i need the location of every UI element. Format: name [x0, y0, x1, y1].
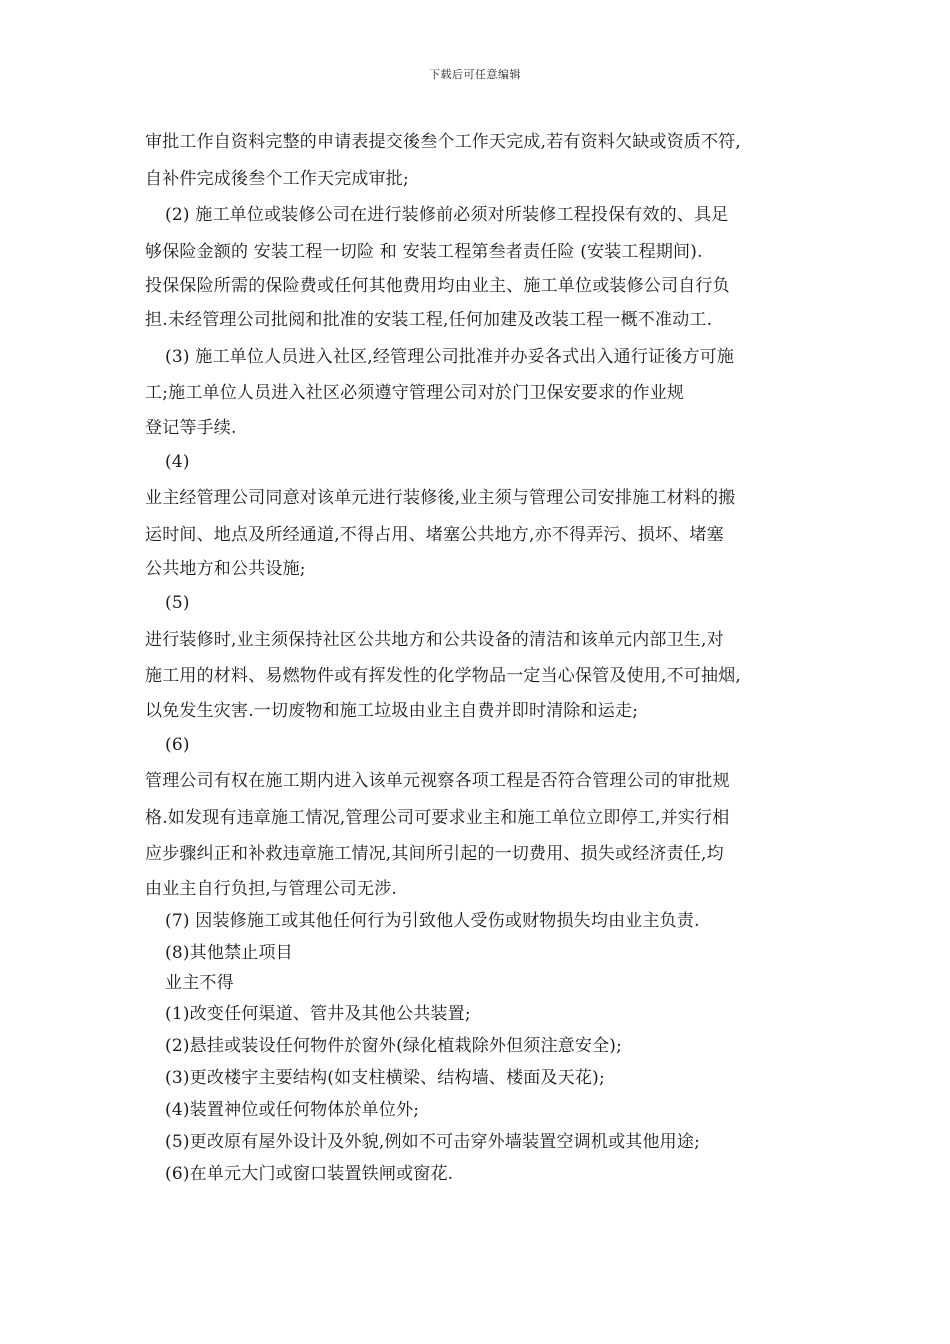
text-line: (4)装置神位或任何物体於单位外; — [165, 1099, 420, 1120]
text-line: (6) — [165, 734, 190, 755]
text-line: 运时间、地点及所经通道,不得占用、堵塞公共地方,亦不得弄污、损坏、堵塞 — [145, 524, 724, 545]
text-line: 够保险金额的 安装工程一切险 和 安装工程第叁者责任险 (安装工程期间). — [145, 241, 703, 262]
text-line: (5)更改原有屋外设计及外貌,例如不可击穿外墙装置空调机或其他用途; — [165, 1131, 701, 1152]
text-line: (2)悬挂或装设任何物件於窗外(绿化植栽除外但须注意安全); — [165, 1035, 623, 1056]
text-line: 格.如发现有违章施工情况,管理公司可要求业主和施工单位立即停工,并实行相 — [145, 807, 730, 828]
text-line: (4) — [165, 451, 190, 472]
text-line: 应步骤纠正和补救违章施工情况,其间所引起的一切费用、损失或经济责任,均 — [145, 844, 724, 864]
text-line: 业主不得 — [165, 972, 234, 993]
text-line: (7) 因装修施工或其他任何行为引致他人受伤或财物损失均由业主负责. — [165, 910, 700, 931]
text-line: 由业主自行负担,与管理公司无涉. — [145, 878, 398, 899]
text-line: (6)在单元大门或窗口装置铁闸或窗花. — [165, 1163, 454, 1184]
text-line: (1)改变任何渠道、管井及其他公共装置; — [165, 1003, 471, 1024]
text-line: 自补件完成後叁个工作天完成审批; — [145, 168, 409, 189]
text-line: (5) — [165, 593, 190, 613]
document-body — [145, 124, 825, 1190]
text-line: 业主经管理公司同意对该单元进行装修後,业主须与管理公司安排施工材料的搬 — [145, 488, 736, 508]
text-line: 工;施工单位人员进入社区必须遵守管理公司对於门卫保安要求的作业规 — [145, 383, 685, 403]
text-line: 审批工作自资料完整的申请表提交後叁个工作天完成,若有资料欠缺或资质不符, — [145, 132, 742, 152]
page-header: 下载后可任意编辑 — [429, 68, 521, 81]
text-line: 登记等手续. — [145, 417, 237, 438]
text-line: (8)其他禁止项目 — [165, 942, 293, 963]
text-line: (3) 施工单位人员进入社区,经管理公司批准并办妥各式出入通行证後方可施 — [165, 346, 735, 367]
text-line: 以免发生灾害.一切废物和施工垃圾由业主自费并即时清除和运走; — [145, 700, 639, 721]
text-line: 公共地方和公共设施; — [145, 559, 306, 579]
text-line: 进行装修时,业主须保持社区公共地方和公共设备的清洁和该单元内部卫生,对 — [145, 629, 724, 650]
text-line: 管理公司有权在施工期内进入该单元视察各项工程是否符合管理公司的审批规 — [145, 771, 730, 791]
text-line: 施工用的材料、易燃物件或有挥发性的化学物品一定当心保管及使用,不可抽烟, — [145, 666, 742, 686]
text-line: (3)更改楼宇主要结构(如支柱横梁、结构墙、楼面及天花); — [165, 1067, 605, 1088]
text-line: (2) 施工单位或装修公司在进行装修前必须对所装修工程投保有效的、具足 — [165, 205, 729, 225]
text-line: 投保保险所需的保险费或任何其他费用均由业主、施工单位或装修公司自行负 — [145, 276, 730, 296]
text-line: 担.未经管理公司批阅和批准的安装工程,任何加建及改装工程一概不准动工. — [145, 310, 713, 330]
